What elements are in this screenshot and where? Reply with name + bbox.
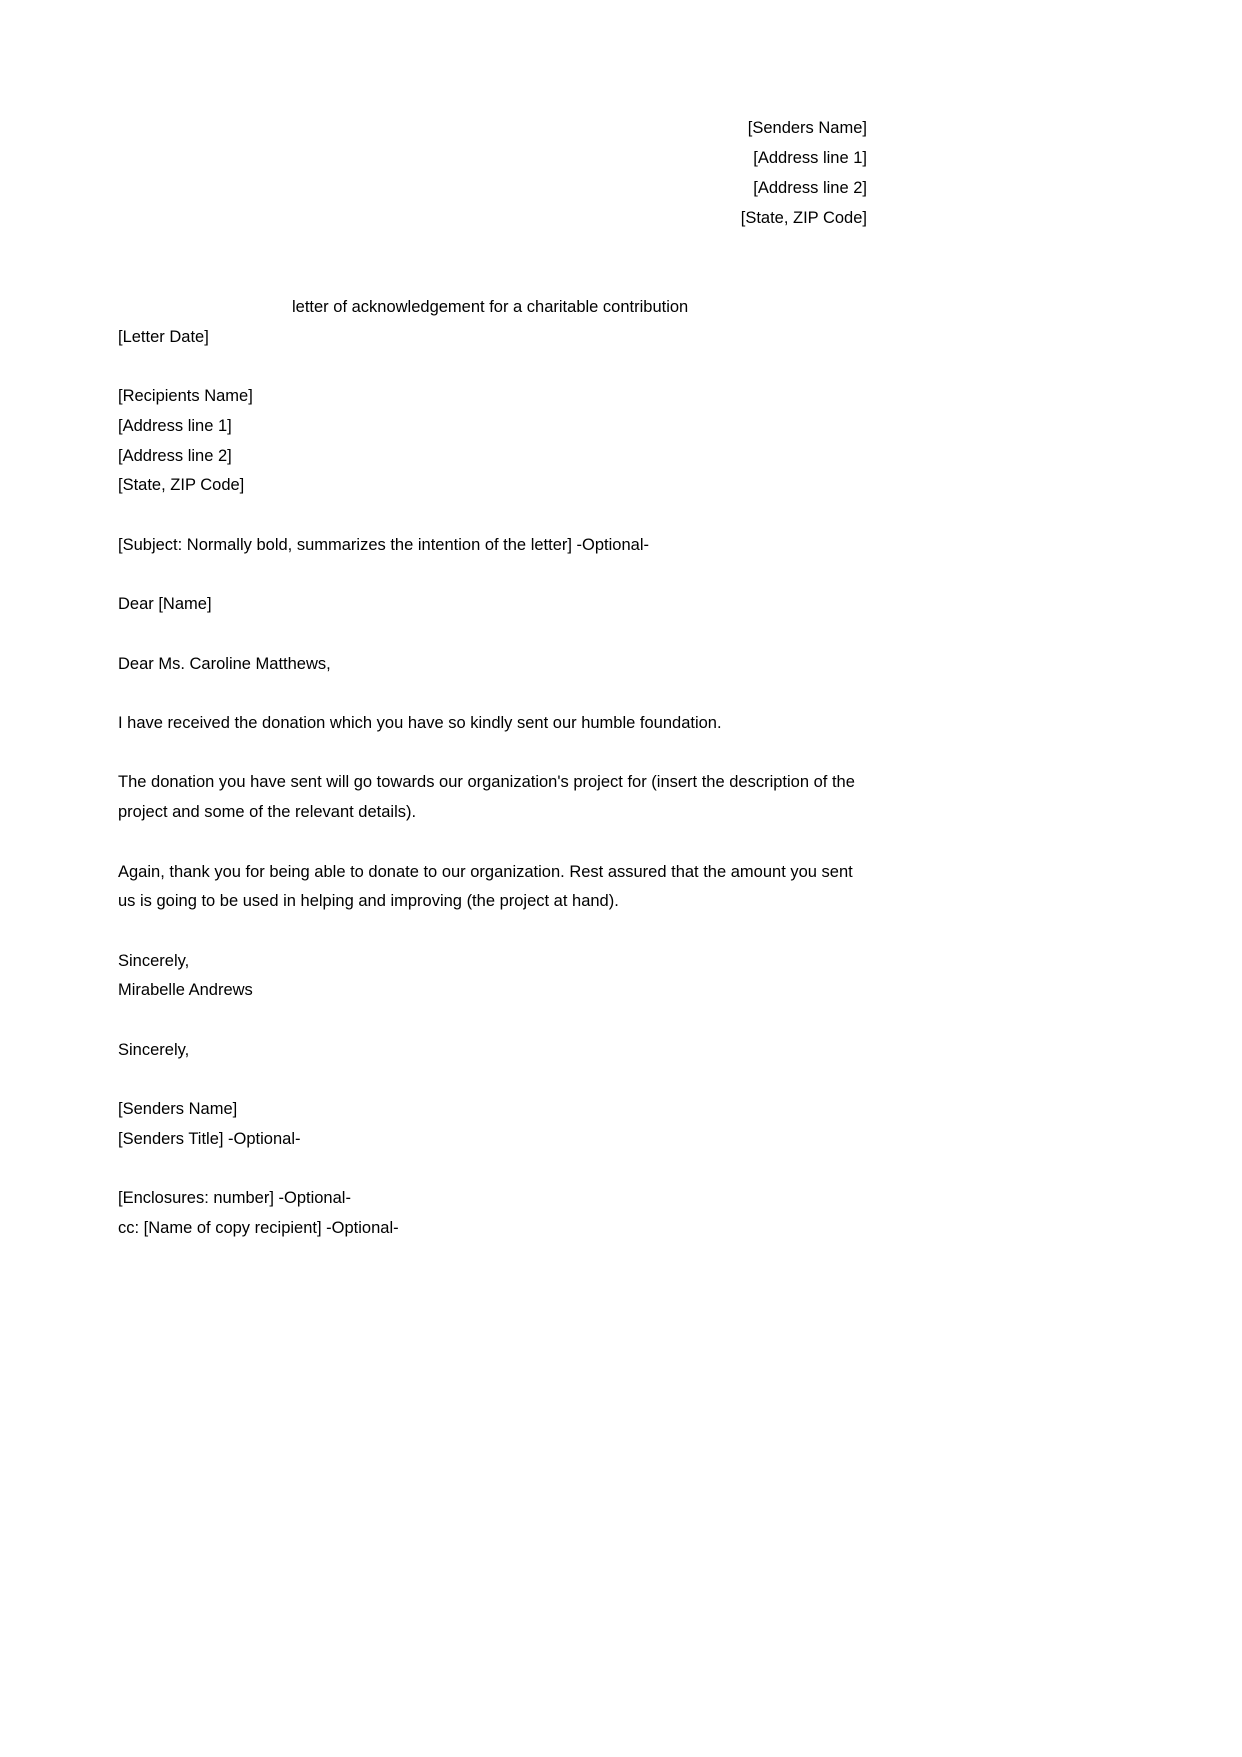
body-paragraph-3-line-1: Again, thank you for being able to donate to our organization. Rest assured that the amount you sent <box>118 863 853 881</box>
recipient-address-line-2: [Address line 2] <box>118 447 232 465</box>
recipient-name: [Recipients Name] <box>118 387 253 405</box>
body-paragraph-2-line-2: project and some of the relevant details). <box>118 803 417 821</box>
sender-address-line-2: [Address line 2] <box>753 179 867 197</box>
recipient-state-zip: [State, ZIP Code] <box>118 476 245 494</box>
signer-name: Mirabelle Andrews <box>118 981 253 999</box>
body-paragraph-1: I have received the donation which you have so kindly sent our humble foundation. <box>118 714 722 732</box>
signature-sender-name: [Senders Name] <box>118 1100 238 1118</box>
subject-line: [Subject: Normally bold, summarizes the intention of the letter] -Optional- <box>118 536 649 554</box>
sender-address-line-1: [Address line 1] <box>753 149 867 167</box>
closing-2: Sincerely, <box>118 1041 190 1059</box>
closing-1: Sincerely, <box>118 952 190 970</box>
recipient-address-line-1: [Address line 1] <box>118 417 232 435</box>
enclosures-line: [Enclosures: number] -Optional- <box>118 1189 351 1207</box>
salutation-placeholder: Dear [Name] <box>118 595 212 613</box>
letter-date: [Letter Date] <box>118 328 209 346</box>
cc-line: cc: [Name of copy recipient] -Optional- <box>118 1219 399 1237</box>
body-paragraph-2-line-1: The donation you have sent will go towards our organization's project for (insert the description of the <box>118 773 855 791</box>
sender-state-zip: [State, ZIP Code] <box>740 209 867 227</box>
letter-heading: letter of acknowledgement for a charitable contribution <box>292 298 689 316</box>
salutation: Dear Ms. Caroline Matthews, <box>118 655 331 673</box>
signature-sender-title: [Senders Title] -Optional- <box>118 1130 301 1148</box>
sender-name: [Senders Name] <box>747 119 867 137</box>
body-paragraph-3-line-2: us is going to be used in helping and improving (the project at hand). <box>118 892 619 910</box>
